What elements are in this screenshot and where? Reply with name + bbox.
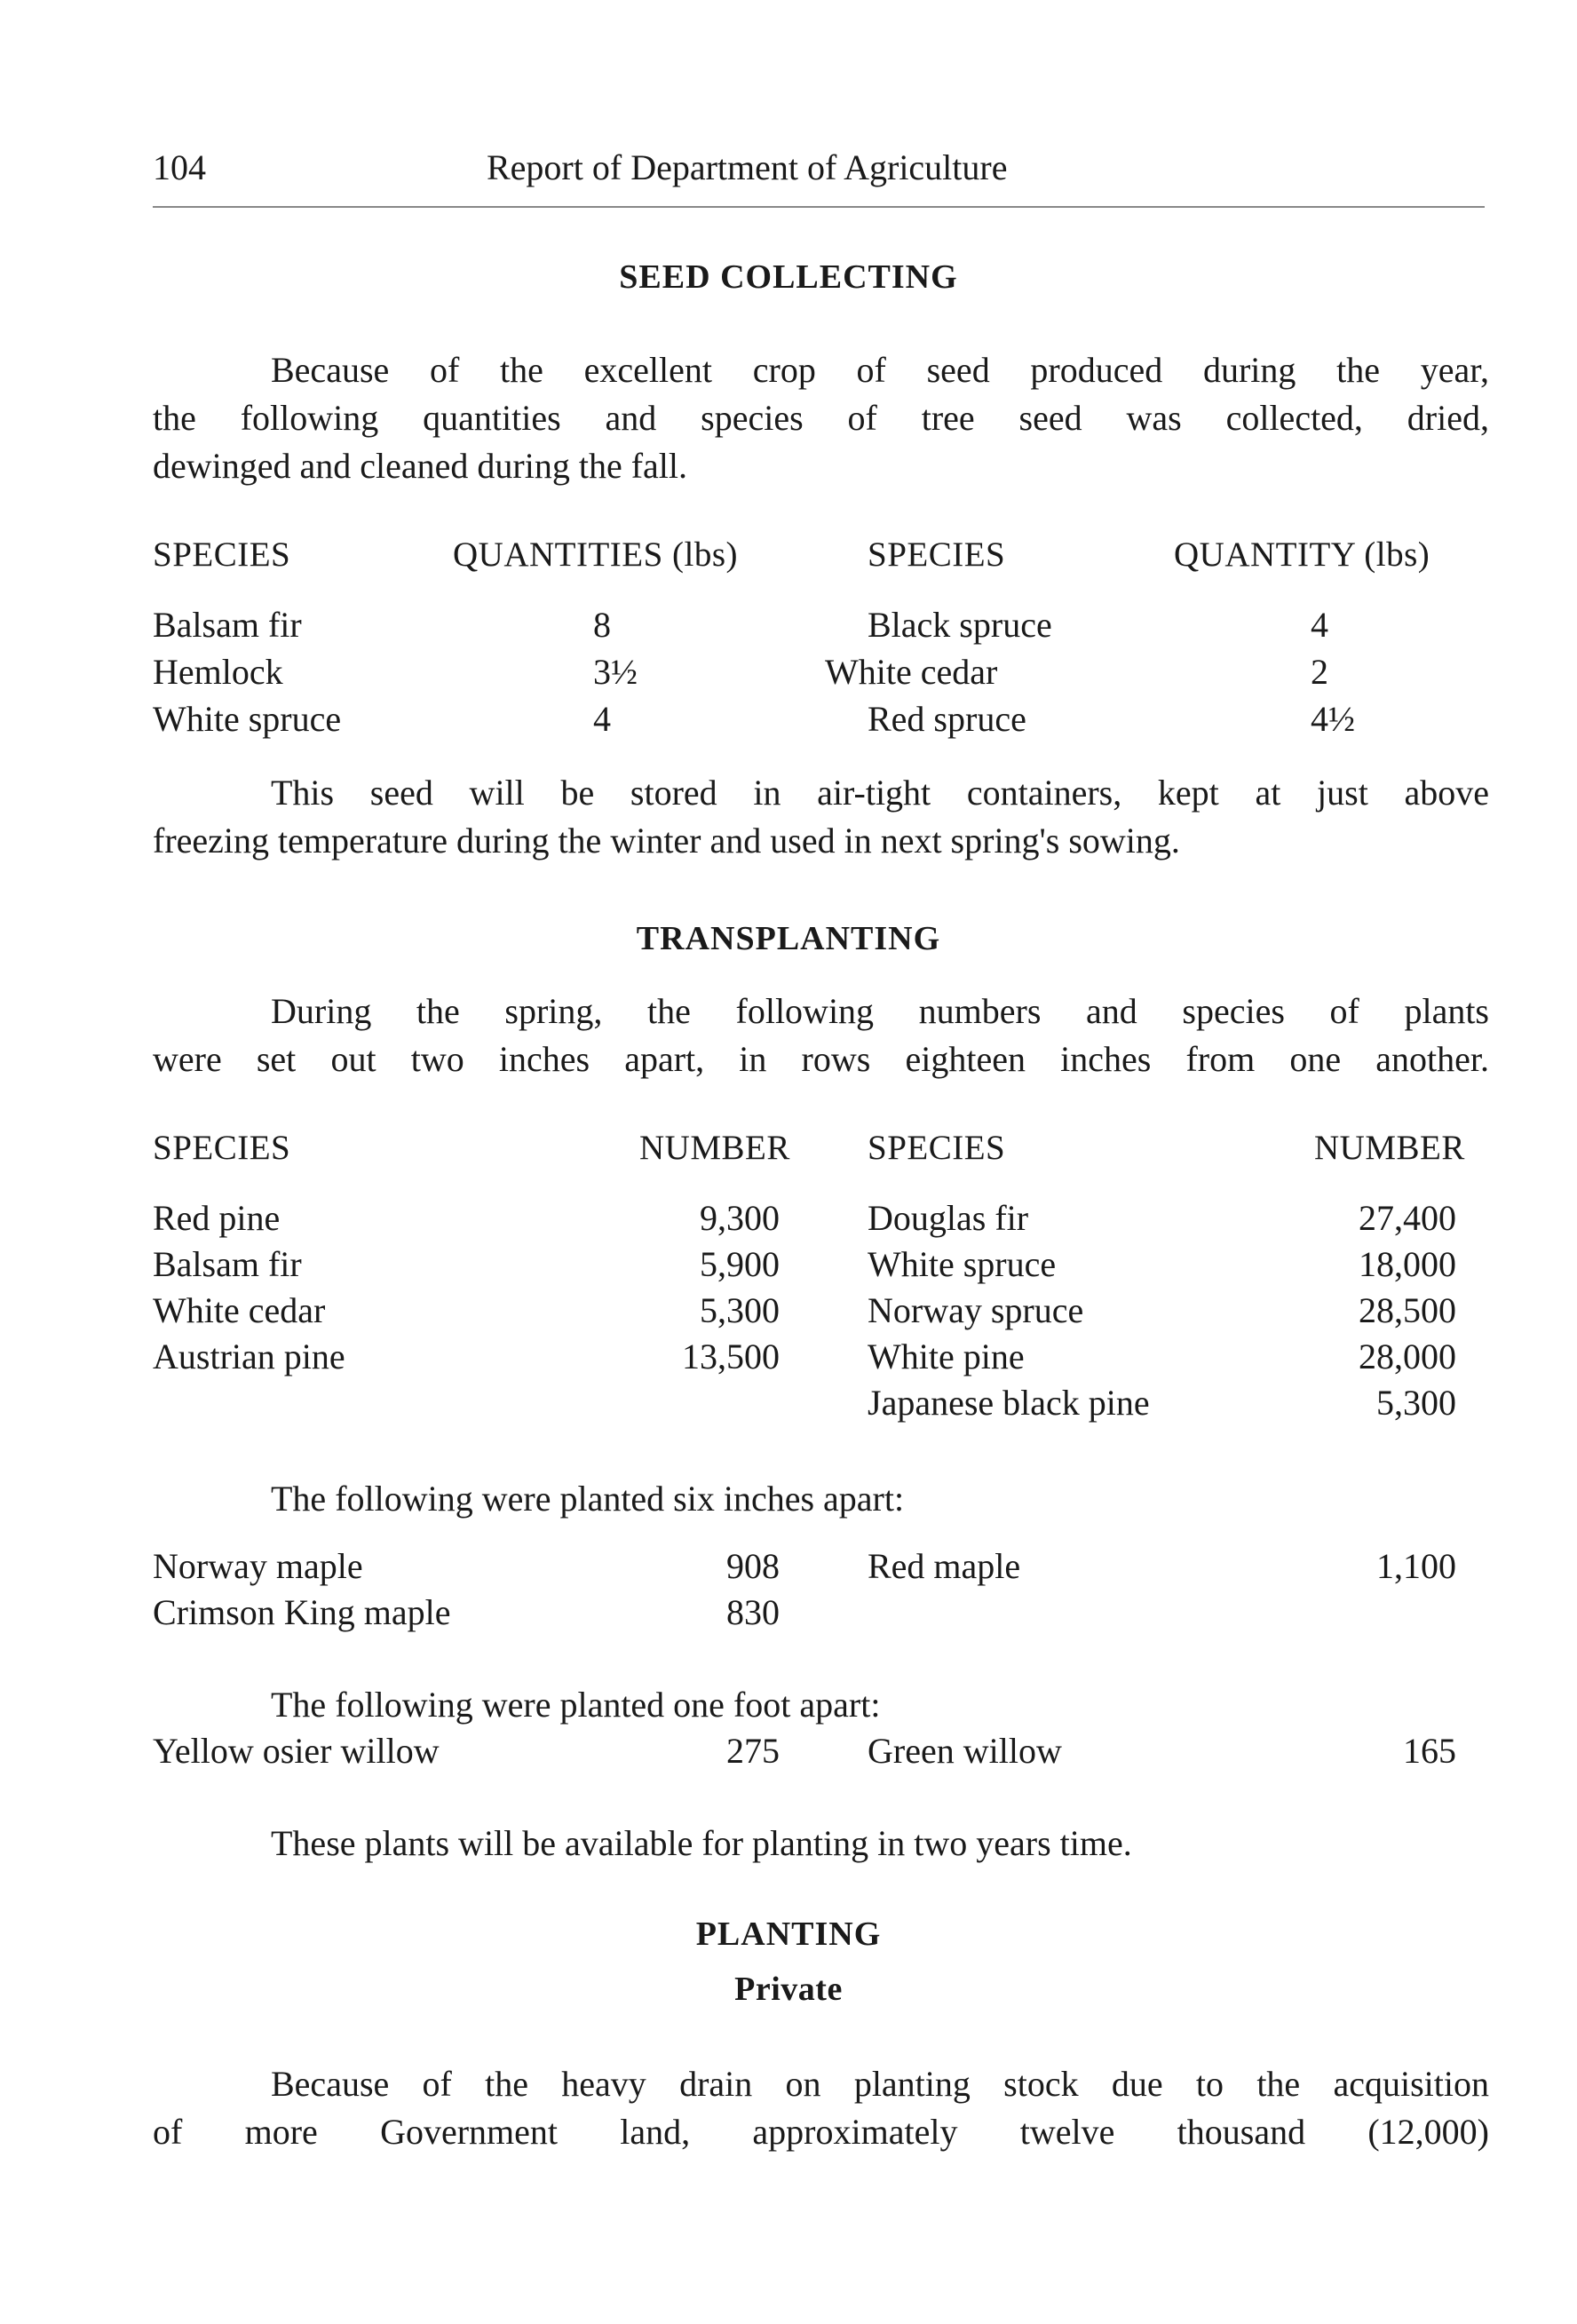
transplant-col-header: SPECIES (868, 1129, 1006, 1167)
transplant-cell: 18,000 (1359, 1244, 1456, 1284)
seed-intro-line: Because of the excellent crop of seed produced during the year, (271, 350, 1489, 390)
planting-intro-line: Because of the heavy drain on planting stock due to the acquisition (271, 2064, 1489, 2104)
transplant-cell: 5,900 (700, 1244, 780, 1284)
seed-intro-line: dewinged and cleaned during the fall. (153, 446, 687, 486)
transplant-cell: Douglas fir (868, 1198, 1029, 1238)
transplant-cell: Austrian pine (153, 1336, 345, 1376)
transplant-cell: Balsam fir (153, 1244, 302, 1284)
seed-col-header: SPECIES (153, 535, 291, 574)
section-subheading-private: Private (734, 1971, 843, 2008)
six-inch-note: The following were planted six inches apart: (271, 1479, 905, 1519)
availability-note: These plants will be available for planting in two years time. (271, 1823, 1132, 1863)
one-foot-note: The following were planted one foot apart: (271, 1685, 881, 1725)
one-foot-cell: Green willow (868, 1731, 1062, 1771)
transplant-col-header: NUMBER (1314, 1129, 1465, 1167)
seed-cell: 4 (1311, 605, 1328, 645)
transplant-col-header: NUMBER (639, 1129, 790, 1167)
seed-intro-line: the following quantities and species of tree seed was collected, dried, (153, 398, 1489, 438)
seed-cell: Black spruce (868, 605, 1052, 645)
header-rule (153, 206, 1485, 208)
six-inch-cell: Norway maple (153, 1546, 363, 1586)
seed-intro-paragraph (153, 346, 1489, 490)
transplant-cell: 28,500 (1359, 1290, 1456, 1330)
seed-cell: 3½ (593, 652, 638, 692)
seed-col-header: SPECIES (868, 535, 1006, 574)
transplanting-intro-paragraph (153, 988, 1489, 1083)
one-foot-cell: Yellow osier willow (153, 1731, 440, 1771)
six-inch-cell: 908 (726, 1546, 780, 1586)
planting-intro-paragraph (153, 2060, 1489, 2156)
six-inch-cell: Crimson King maple (153, 1592, 451, 1632)
planting-intro-line: of more Government land, approximately twelve thousand (12,000) (153, 2112, 1489, 2152)
six-inch-cell: Red maple (868, 1546, 1021, 1586)
seed-cell: Red spruce (868, 699, 1026, 739)
transplanting-intro-line: were set out two inches apart, in rows eighteen inches from one another. (153, 1039, 1489, 1079)
six-inch-cell: 1,100 (1376, 1546, 1456, 1586)
transplant-cell: White spruce (868, 1244, 1057, 1284)
seed-note-line: freezing temperature during the winter and used in next spring's sowing. (153, 821, 1180, 861)
seed-cell: White cedar (825, 652, 998, 692)
running-title: Report of Department of Agriculture (487, 147, 1008, 187)
section-heading-planting: PLANTING (695, 1916, 882, 1953)
transplant-cell: White pine (868, 1336, 1025, 1376)
one-foot-cell: 165 (1403, 1731, 1456, 1771)
transplant-cell: Japanese black pine (868, 1383, 1150, 1423)
seed-col-header: QUANTITY (lbs) (1174, 535, 1430, 574)
seed-note-line: This seed will be stored in air-tight containers, kept at just above (271, 773, 1489, 813)
transplant-cell: 5,300 (1376, 1383, 1456, 1423)
seed-cell: Hemlock (153, 652, 283, 692)
seed-cell: 4 (593, 699, 611, 739)
transplanting-intro-line: During the spring, the following numbers and species of plants (271, 991, 1489, 1031)
transplant-cell: White cedar (153, 1290, 326, 1330)
transplant-cell: 5,300 (700, 1290, 780, 1330)
seed-cell: 4½ (1311, 699, 1355, 739)
transplant-cell: 28,000 (1359, 1336, 1456, 1376)
section-heading-transplanting: TRANSPLANTING (636, 920, 941, 957)
one-foot-cell: 275 (726, 1731, 780, 1771)
seed-note-paragraph (153, 769, 1489, 865)
section-heading-seed-collecting: SEED COLLECTING (619, 258, 958, 296)
transplant-cell: Red pine (153, 1198, 281, 1238)
six-inch-cell: 830 (726, 1592, 780, 1632)
transplant-cell: 13,500 (682, 1336, 780, 1376)
transplant-cell: Norway spruce (868, 1290, 1084, 1330)
seed-cell: Balsam fir (153, 605, 302, 645)
page-number: 104 (153, 147, 206, 187)
seed-col-header: QUANTITIES (lbs) (453, 535, 739, 574)
seed-cell: 8 (593, 605, 611, 645)
transplant-cell: 27,400 (1359, 1198, 1456, 1238)
transplant-cell: 9,300 (700, 1198, 780, 1238)
transplant-col-header: SPECIES (153, 1129, 291, 1167)
seed-cell: White spruce (153, 699, 342, 739)
seed-cell: 2 (1311, 652, 1328, 692)
